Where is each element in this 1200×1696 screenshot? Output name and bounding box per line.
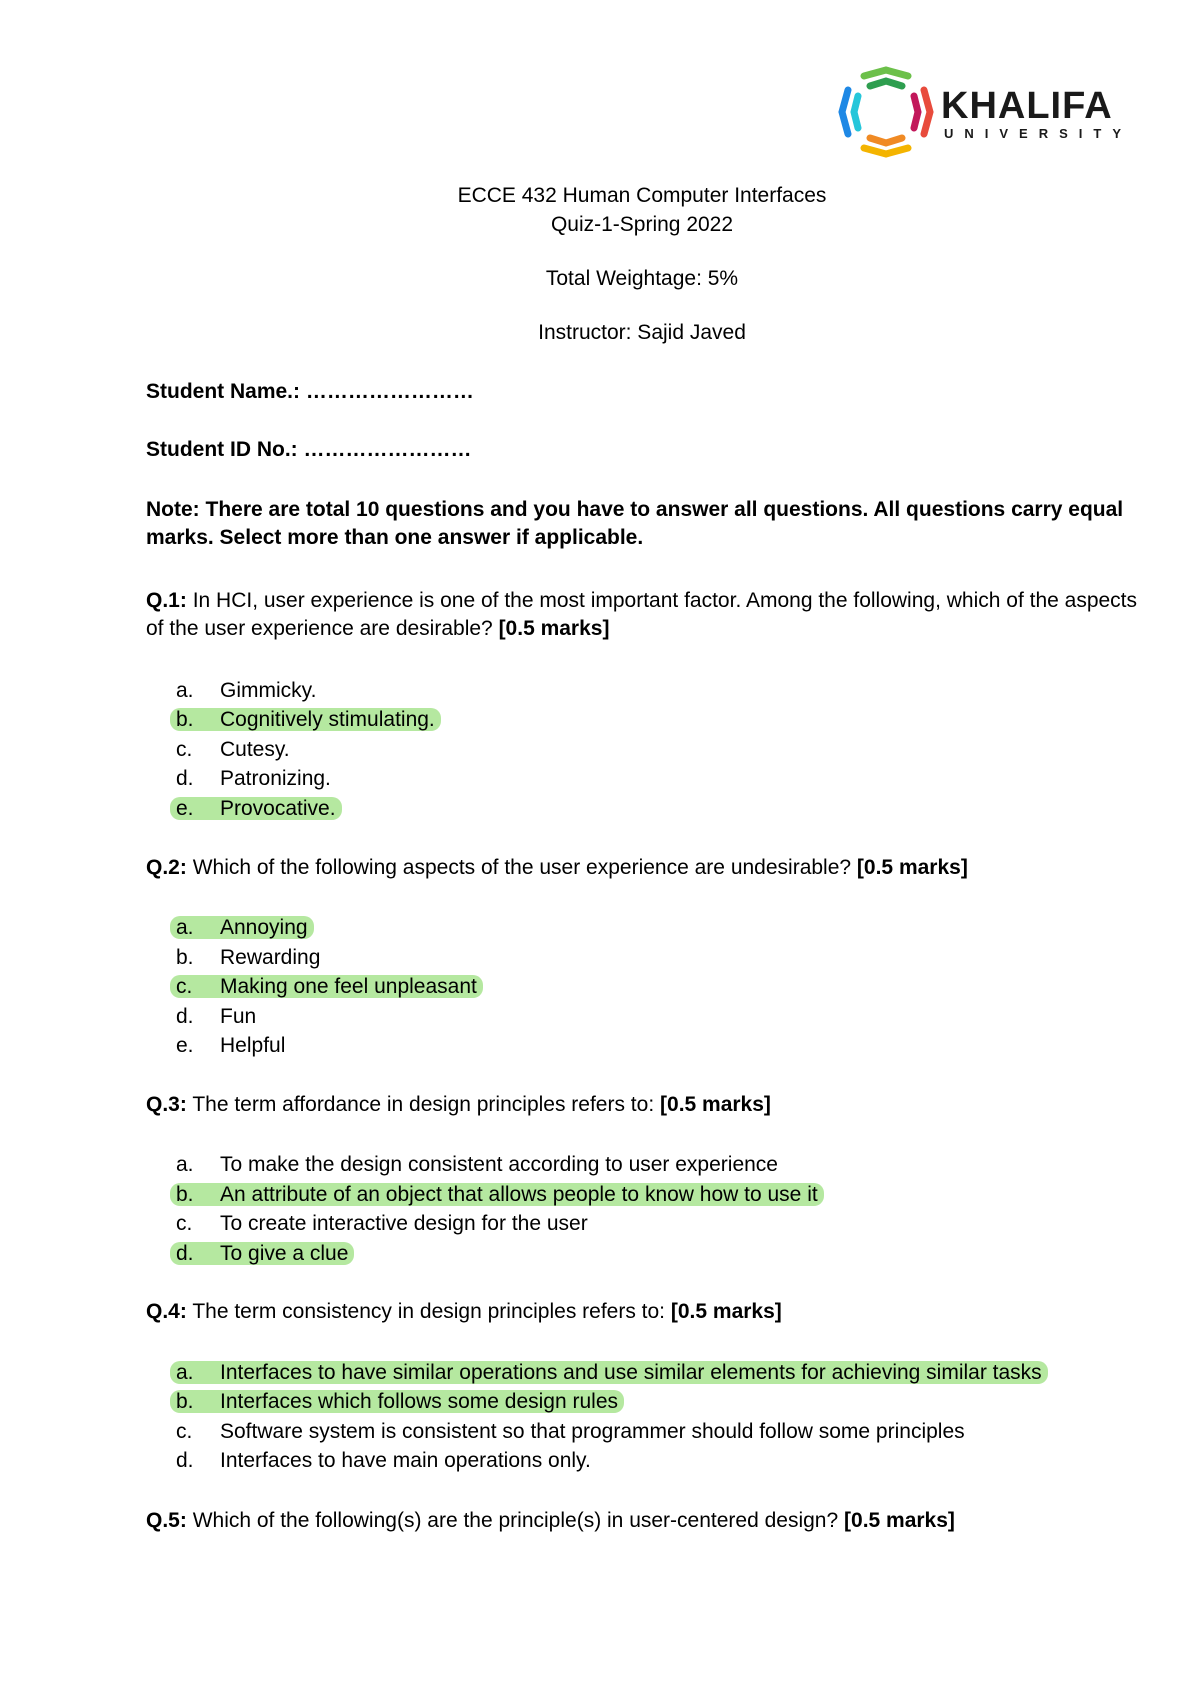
q3-option-c[interactable]: c. To create interactive design for the user [176, 1212, 588, 1235]
q4-option-a[interactable]: a. Interfaces to have similar operations and use similar elements for achieving similar tasks [176, 1358, 1048, 1388]
question-label: Q.4: [146, 1300, 187, 1323]
student-id-field[interactable]: …………………… [303, 438, 472, 461]
quiz-title: Quiz-1-Spring 2022 [550, 213, 734, 236]
question-label: Q.3: [146, 1093, 187, 1116]
q1-option-b[interactable]: b. Cognitively stimulating. [176, 705, 441, 735]
question-marks: [0.5 marks] [660, 1093, 771, 1116]
q3-option-b[interactable]: b. An attribute of an object that allows people to know how to use it [176, 1180, 824, 1210]
q4-option-d[interactable]: d. Interfaces to have main operations only. [176, 1449, 591, 1472]
q1-option-d[interactable]: d. Patronizing. [176, 767, 331, 790]
question-1 [146, 587, 1146, 643]
q3-option-d[interactable]: d. To give a clue [176, 1239, 354, 1269]
question-2 [146, 854, 1146, 882]
student-name-field[interactable]: …………………… [305, 380, 474, 403]
q2-option-e[interactable]: e. Helpful [176, 1034, 286, 1057]
student-name-label: Student Name.: [146, 380, 301, 403]
question-marks: [0.5 marks] [670, 1300, 782, 1323]
question-text: Which of the following(s) are the principle(s) in user-centered design? [192, 1509, 839, 1532]
student-id-label: Student ID No.: [146, 438, 298, 461]
question-5 [146, 1507, 1146, 1535]
q2-option-a[interactable]: a. Annoying [176, 913, 314, 943]
q4-option-c[interactable]: c. Software system is consistent so that programmer should follow some principles [176, 1420, 965, 1443]
q3-option-a[interactable]: a. To make the design consistent according to user experience [176, 1153, 778, 1176]
logo-wordmark: KHALIFA [941, 85, 1113, 127]
student-id-line [146, 436, 472, 464]
course-title: ECCE 432 Human Computer Interfaces [457, 184, 827, 207]
q4-option-b[interactable]: b. Interfaces which follows some design rules [176, 1387, 624, 1417]
logo-emblem-icon [838, 66, 934, 158]
question-text: The term affordance in design principles refers to: [192, 1093, 655, 1116]
question-text: The term consistency in design principles refers to: [192, 1300, 666, 1323]
total-weightage: Total Weightage: 5% [545, 267, 739, 290]
question-4 [146, 1298, 1146, 1326]
q2-option-d[interactable]: d. Fun [176, 1005, 257, 1028]
question-marks: [0.5 marks] [856, 856, 968, 879]
university-logo [838, 66, 1148, 158]
question-3 [146, 1091, 1146, 1119]
question-text: Which of the following aspects of the user experience are undesirable? [192, 856, 852, 879]
question-marks: [0.5 marks] [498, 617, 610, 640]
q1-option-e[interactable]: e. Provocative. [176, 794, 342, 824]
question-label: Q.2: [146, 856, 187, 879]
question-marks: [0.5 marks] [844, 1509, 955, 1532]
question-label: Q.5: [146, 1509, 187, 1532]
q1-option-c[interactable]: c. Cutesy. [176, 738, 290, 761]
q2-option-b[interactable]: b. Rewarding [176, 946, 321, 969]
student-name-line [146, 378, 474, 406]
q1-option-a[interactable]: a. Gimmicky. [176, 679, 317, 702]
question-text: In HCI, user experience is one of the most important factor. Among the following, which of the aspects of the user experience are desirable? [146, 589, 1138, 640]
question-label: Q.1: [146, 589, 187, 612]
logo-subtitle: UNIVERSITY [944, 126, 1133, 141]
instructor: Instructor: Sajid Javed [538, 321, 746, 344]
instructions-note: Note: There are total 10 questions and you have to answer all questions. All questions carry equal marks. Select more than one answer if applicable. [146, 498, 1124, 549]
q2-option-c[interactable]: c. Making one feel unpleasant [176, 972, 483, 1002]
